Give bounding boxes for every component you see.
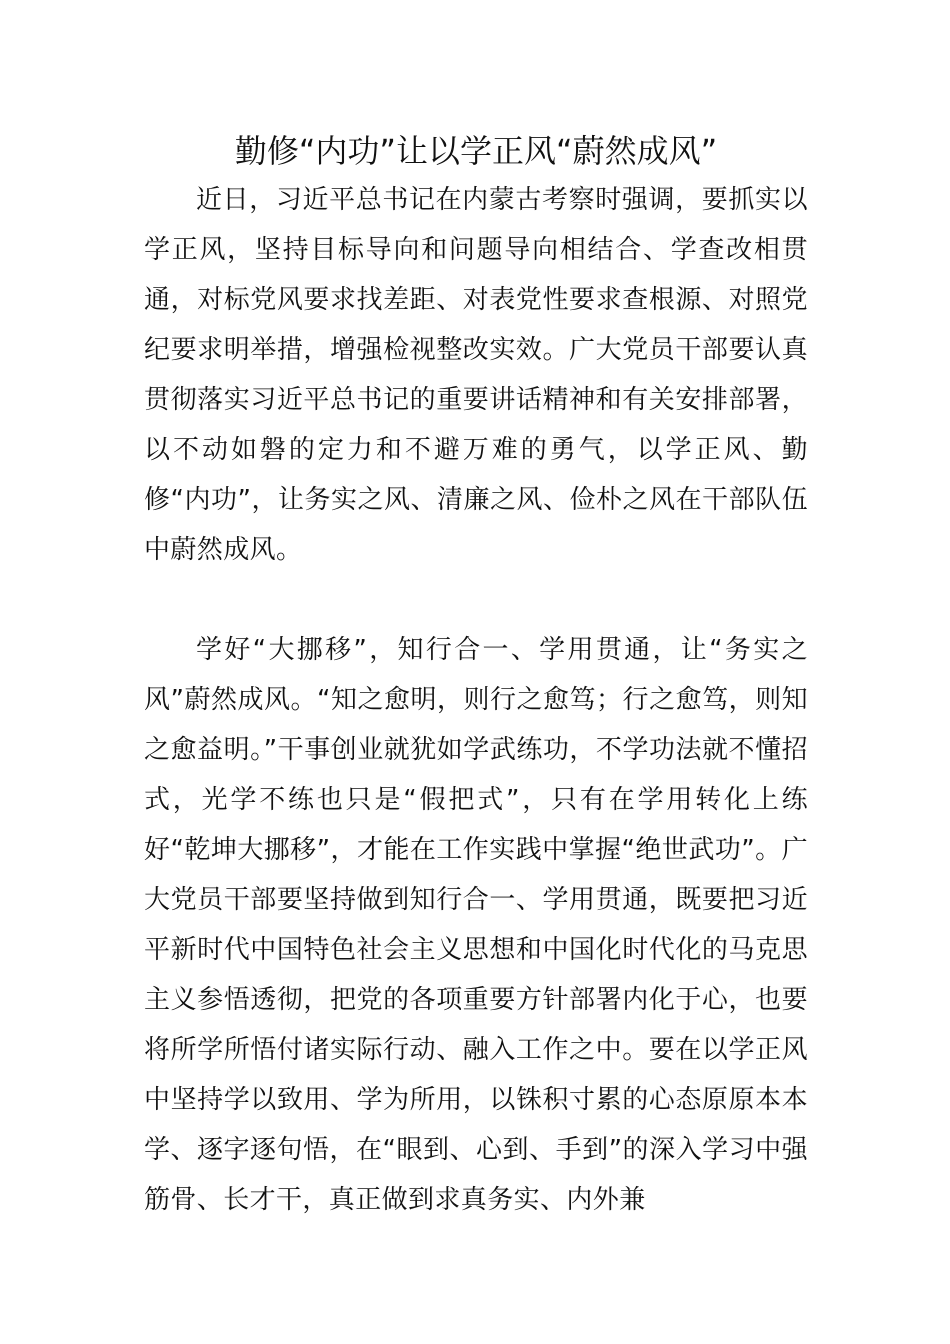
paragraph-2: 学好“大挪移”，知行合一、学用贯通，让“务实之风”蔚然成风。“知之愈明，则行之愈笃；行之愈笃，则知之愈益明。”干事创业就犹如学武练功，不学功法就不懂招式，光学不练也只是“假把式”，只有在学用转化上练好“乾坤大挪移”，才能在工作实践中掌握“绝世武功”。广大党员干部要坚持做到知行合一、学用贯通，既要把习近平新时代中国特色社会主义思想和中国化时代化的马克思主义参悟透彻，把党的各项重要方针部署内化于心，也要将所学所悟付诸实际行动、融入工作之中。要在以学正风中坚持学以致用、学为所用，以铢积寸累的心态原原本本学、逐字逐句悟，在“眼到、心到、手到”的深入学习中强筋骨、长才干，真正做到求真务实、内外兼 — [144, 635, 808, 1215]
document-title: 勤修“内功”让以学正风“蔚然成风” — [234, 132, 718, 170]
paragraph-1: 近日，习近平总书记在内蒙古考察时强调，要抓实以学正风，坚持目标导向和问题导向相结合、学查改相贯通，对标党风要求找差距、对表党性要求查根源、对照党纪要求明举措，增强检视整改实效。广大党员干部要认真贯彻落实习近平总书记的重要讲话精神和有关安排部署，以不动如磐的定力和不避万难的勇气，以学正风、勤修“内功”，让务实之风、清廉之风、俭朴之风在干部队伍中蔚然成风。 — [144, 185, 808, 565]
